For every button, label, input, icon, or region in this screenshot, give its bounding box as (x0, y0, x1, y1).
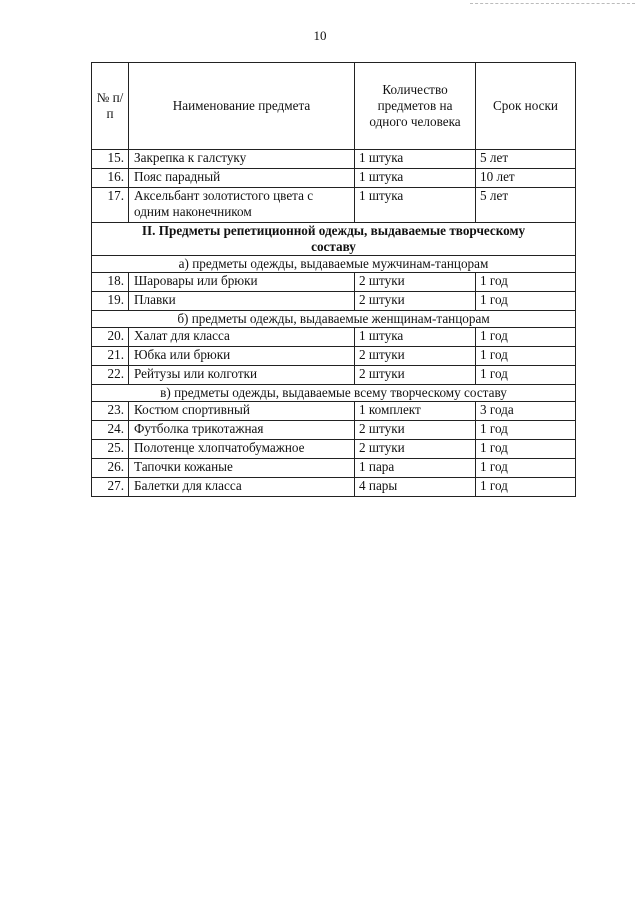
row-num: 17. (92, 188, 129, 223)
row-name: Плавки (129, 292, 355, 311)
section-heading-row (92, 223, 576, 256)
row-num: 26. (92, 459, 129, 478)
row-name: Рейтузы или колготки (129, 366, 355, 385)
row-num: 20. (92, 328, 129, 347)
row-qty: 1 комплект (355, 402, 476, 421)
row-term: 1 год (476, 459, 576, 478)
row-qty: 2 штуки (355, 366, 476, 385)
subsection-heading-row (92, 256, 576, 273)
table-row (92, 440, 576, 459)
row-qty: 4 пары (355, 478, 476, 497)
table-row (92, 459, 576, 478)
subsection-heading-row (92, 385, 576, 402)
subsection-title: б) предметы одежды, выдаваемые женщинам-танцорам (92, 311, 576, 328)
row-term: 1 год (476, 292, 576, 311)
uniform-items-table (91, 62, 576, 497)
table-row (92, 273, 576, 292)
row-name: Полотенце хлопчатобумажное (129, 440, 355, 459)
page-number: 10 (313, 28, 327, 43)
header-qty: Количество предметов на одного человека (355, 63, 476, 150)
row-term: 1 год (476, 273, 576, 292)
subsection-title: в) предметы одежды, выдаваемые всему творческому составу (92, 385, 576, 402)
row-name: Тапочки кожаные (129, 459, 355, 478)
row-qty: 2 штуки (355, 292, 476, 311)
row-num: 25. (92, 440, 129, 459)
row-num: 19. (92, 292, 129, 311)
table-row (92, 328, 576, 347)
row-term: 1 год (476, 421, 576, 440)
row-qty: 2 штуки (355, 440, 476, 459)
row-term: 5 лет (476, 188, 576, 223)
row-num: 18. (92, 273, 129, 292)
row-qty: 2 штуки (355, 421, 476, 440)
table-row (92, 478, 576, 497)
row-term: 5 лет (476, 150, 576, 169)
row-name: Футболка трикотажная (129, 421, 355, 440)
subsection-title: а) предметы одежды, выдаваемые мужчинам-танцорам (92, 256, 576, 273)
row-name: Костюм спортивный (129, 402, 355, 421)
row-name: Халат для класса (129, 328, 355, 347)
row-num: 22. (92, 366, 129, 385)
row-num: 15. (92, 150, 129, 169)
table-header-row (92, 63, 576, 150)
header-num: № п/п (92, 63, 129, 150)
row-num: 24. (92, 421, 129, 440)
row-name: Закрепка к галстуку (129, 150, 355, 169)
row-num: 23. (92, 402, 129, 421)
table-row (92, 421, 576, 440)
row-name: Балетки для класса (129, 478, 355, 497)
row-num: 21. (92, 347, 129, 366)
row-term: 1 год (476, 347, 576, 366)
table-row (92, 169, 576, 188)
row-term: 10 лет (476, 169, 576, 188)
row-name: Юбка или брюки (129, 347, 355, 366)
row-qty: 1 штука (355, 169, 476, 188)
table-row (92, 366, 576, 385)
row-qty: 1 пара (355, 459, 476, 478)
row-name: Шаровары или брюки (129, 273, 355, 292)
table-row (92, 150, 576, 169)
row-term: 3 года (476, 402, 576, 421)
scan-artifact-line (470, 3, 635, 4)
row-qty: 1 штука (355, 150, 476, 169)
row-term: 1 год (476, 478, 576, 497)
header-term: Срок носки (476, 63, 576, 150)
row-qty: 1 штука (355, 188, 476, 223)
row-term: 1 год (476, 440, 576, 459)
table-row (92, 188, 576, 223)
subsection-heading-row (92, 311, 576, 328)
row-num: 27. (92, 478, 129, 497)
table-row (92, 292, 576, 311)
table-row (92, 402, 576, 421)
row-term: 1 год (476, 366, 576, 385)
row-qty: 1 штука (355, 328, 476, 347)
row-qty: 2 штуки (355, 347, 476, 366)
header-name: Наименование предмета (129, 63, 355, 150)
table-row (92, 347, 576, 366)
row-name: Аксельбант золотистого цвета с одним наконечником (129, 188, 355, 223)
row-term: 1 год (476, 328, 576, 347)
row-num: 16. (92, 169, 129, 188)
row-name: Пояс парадный (129, 169, 355, 188)
row-qty: 2 штуки (355, 273, 476, 292)
section-title: II. Предметы репетиционной одежды, выдаваемые творческому составу (92, 223, 576, 256)
